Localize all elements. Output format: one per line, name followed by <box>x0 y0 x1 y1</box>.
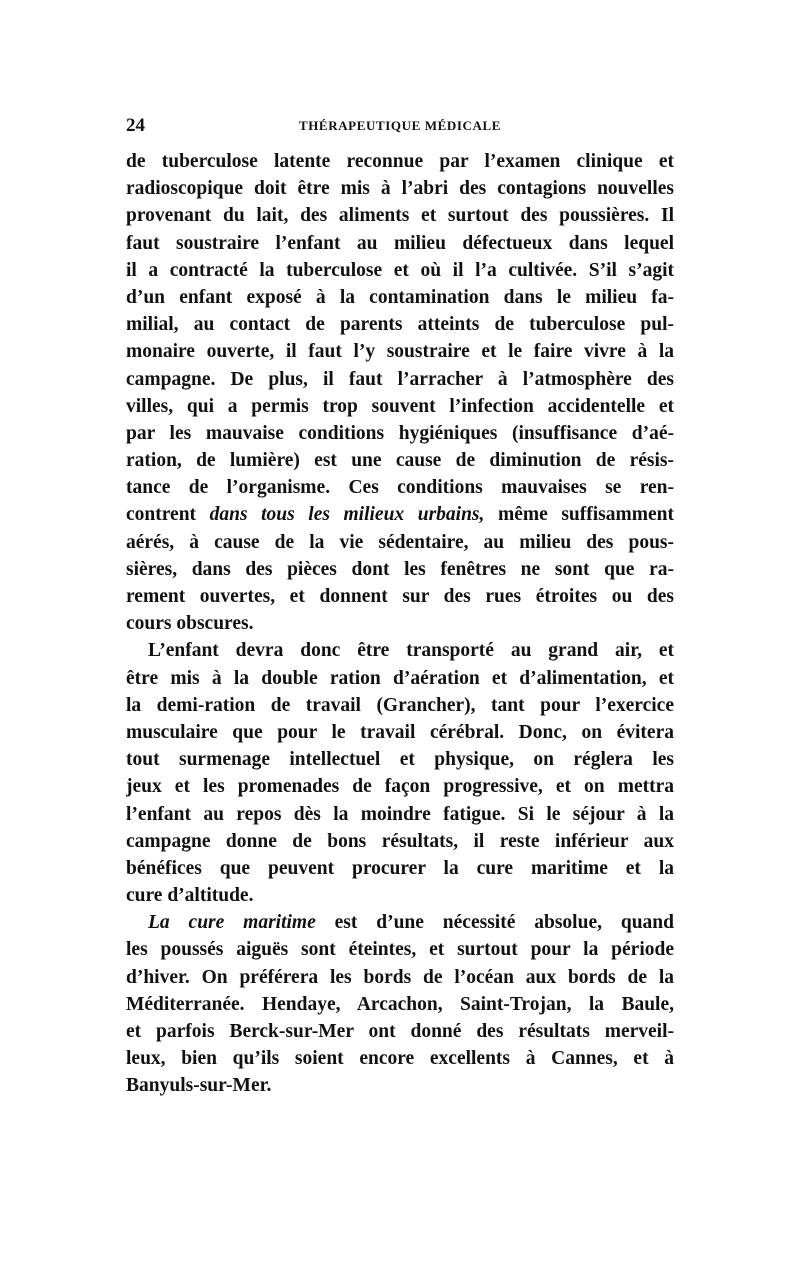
text-line: Méditerranée. Hendaye, Arcachon, Saint-Trojan, la Baule, <box>126 993 674 1015</box>
text-line: de tuberculose latente reconnue par l’examen clinique et <box>126 151 674 172</box>
text-line: faut soustraire l’enfant au milieu défectueux dans lequel <box>126 232 674 254</box>
text-line: la demi-ration de travail (Grancher), tant pour l’exercice <box>126 694 674 716</box>
text-line: villes, qui a permis trop souvent l’infection accidentelle et <box>126 395 674 417</box>
text-line <box>126 909 674 936</box>
running-title: THÉRAPEUTIQUE MÉDICALE <box>298 118 502 133</box>
text-line: par les mauvaise conditions hygiéniques (insuffisance d’aé- <box>126 422 674 444</box>
text-line: radioscopique doit être mis à l’abri des contagions nouvelles <box>126 178 674 200</box>
body-text <box>126 148 674 1100</box>
text-line: monaire ouverte, il faut l’y soustraire et le faire vivre à la <box>126 341 674 363</box>
text-line: aérés, à cause de la vie sédentaire, au milieu des pous- <box>126 531 674 553</box>
text-line: musculaire que pour le travail cérébral. Donc, on évitera <box>126 721 674 743</box>
text-line: rement ouvertes, et donnent sur des rues étroites ou des <box>126 586 674 607</box>
text-line <box>126 501 674 528</box>
text-line: être mis à la double ration d’aération et d’alimentation, et <box>126 667 674 689</box>
running-head <box>126 114 674 138</box>
text-line: tout surmenage intellectuel et physique, on réglera les <box>126 749 674 771</box>
text-line: sières, dans des pièces dont les fenêtres ne sont que ra- <box>126 558 674 580</box>
text-line: les poussés aiguës sont éteintes, et surtout pour la période <box>126 939 674 961</box>
text-line: L’enfant devra donc être transporté au grand air, et <box>148 640 674 662</box>
text-line: tance de l’organisme. Ces conditions mauvaises se ren- <box>126 477 674 499</box>
text-line: d’hiver. On préférera les bords de l’océan aux bords de la <box>126 966 674 988</box>
italic-phrase: La cure maritime <box>148 912 316 934</box>
text-line: cours obscures. <box>126 613 254 635</box>
text-run: contrent <box>126 504 210 526</box>
text-line: campagne. De plus, il faut l’arracher à l’atmosphère des <box>126 368 674 390</box>
text-run: est d’une nécessité absolue, quand <box>315 912 674 934</box>
italic-phrase: dans tous les milieux urbains, <box>209 504 485 526</box>
text-line: campagne donne de bons résultats, il reste inférieur aux <box>126 830 674 852</box>
text-line: milial, au contact de parents atteints de tuberculose pul- <box>126 314 674 336</box>
text-line: jeux et les promenades de façon progressive, et on mettra <box>126 776 674 798</box>
text-line: il a contracté la tuberculose et où il l’a cultivée. S’il s’agit <box>126 259 674 281</box>
text-line: et parfois Berck-sur-Mer ont donné des résultats merveil- <box>126 1021 674 1042</box>
page-number: 24 <box>126 115 145 136</box>
text-line: ration, de lumière) est une cause de diminution de résis- <box>126 450 674 472</box>
text-line: cure d’altitude. <box>126 885 254 907</box>
text-line: provenant du lait, des aliments et surtout des poussières. Il <box>126 205 674 227</box>
text-line: Banyuls-sur-Mer. <box>126 1075 272 1097</box>
text-line: leux, bien qu’ils soient encore excellents à Cannes, et à <box>126 1048 674 1070</box>
text-line: l’enfant au repos dès la moindre fatigue. Si le séjour à la <box>126 803 674 825</box>
text-run: même suffisamment <box>484 504 674 526</box>
text-line: d’un enfant exposé à la contamination dans le milieu fa- <box>126 286 674 308</box>
text-line: bénéfices que peuvent procurer la cure maritime et la <box>126 857 674 879</box>
